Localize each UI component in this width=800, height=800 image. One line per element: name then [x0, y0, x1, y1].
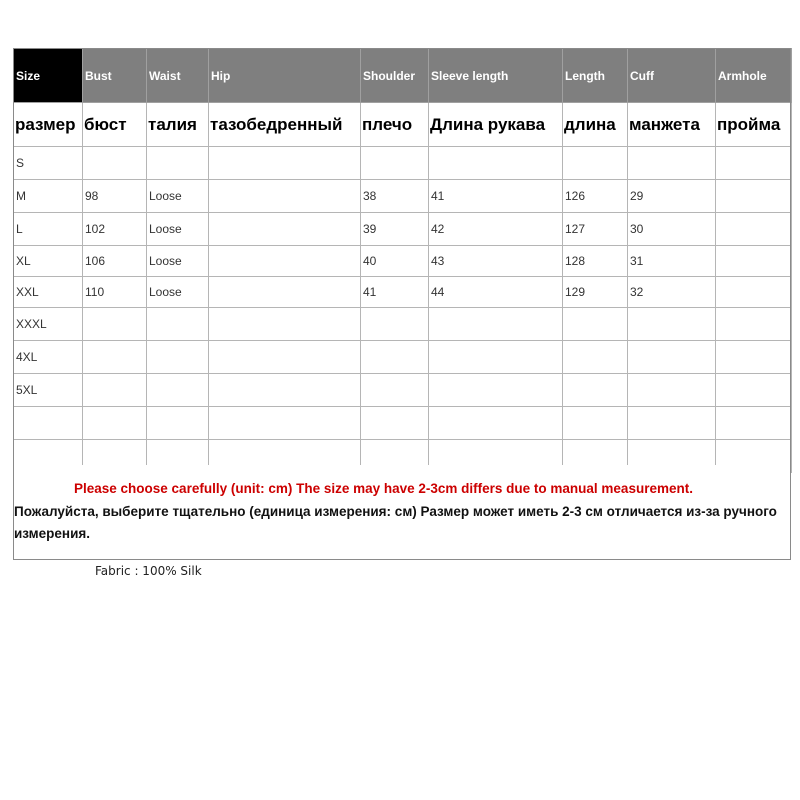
table-row-cell: 41	[429, 180, 563, 213]
table-row-cell: XL	[14, 246, 83, 277]
table-row-cell: 128	[563, 246, 628, 277]
table-row-cell: 29	[628, 180, 716, 213]
header-row-russian-cell: тазобедренный	[209, 103, 361, 147]
header-row-russian-cell: размер	[14, 103, 83, 147]
header-row-russian-cell: Длина рукава	[429, 103, 563, 147]
header-row-english-cell: Shoulder	[361, 49, 429, 103]
table-row-cell: XXL	[14, 277, 83, 308]
table-row-cell: 41	[361, 277, 429, 308]
header-row-english-cell: Cuff	[628, 49, 716, 103]
table-row-cell: 42	[429, 213, 563, 246]
table-row-cell: 43	[429, 246, 563, 277]
table-row-cell: 40	[361, 246, 429, 277]
header-row-english-cell: Sleeve length	[429, 49, 563, 103]
header-row-russian-cell: талия	[147, 103, 209, 147]
header-row-english-cell: Size	[14, 49, 83, 103]
table-row-cell: L	[14, 213, 83, 246]
table-row-cell: 98	[83, 180, 147, 213]
table-row-cell: Loose	[147, 213, 209, 246]
table-row-cell: 32	[628, 277, 716, 308]
table-row-cell: 38	[361, 180, 429, 213]
table-row-cell: Loose	[147, 180, 209, 213]
table-row-cell: Loose	[147, 246, 209, 277]
header-row-russian-cell: пройма	[716, 103, 792, 147]
header-row-russian-cell: длина	[563, 103, 628, 147]
table-row-cell: M	[14, 180, 83, 213]
table-row-cell: 126	[563, 180, 628, 213]
table-row-cell: 127	[563, 213, 628, 246]
table-row-cell: 5XL	[14, 374, 83, 407]
header-row-english-cell: Length	[563, 49, 628, 103]
header-row-english-cell: Waist	[147, 49, 209, 103]
table-row-cell: Loose	[147, 277, 209, 308]
header-row-russian-cell: бюст	[83, 103, 147, 147]
table-frame	[13, 48, 791, 560]
header-row-english-cell: Bust	[83, 49, 147, 103]
header-row-russian-cell: манжета	[628, 103, 716, 147]
header-row-english-cell: Hip	[209, 49, 361, 103]
table-row-cell: 44	[429, 277, 563, 308]
fabric-composition: Fabric : 100% Silk	[95, 564, 202, 578]
table-row-cell: 39	[361, 213, 429, 246]
table-row-cell: 4XL	[14, 341, 83, 374]
table-row-cell: S	[14, 147, 83, 180]
note-russian: Пожалуйста, выберите тщательно (единица измерения: см) Размер может иметь 2-3 см отличается из-за ручного измерения.	[14, 504, 777, 541]
table-row-cell: 106	[83, 246, 147, 277]
note-english: Please choose carefully (unit: cm) The size may have 2-3cm differs due to manual measurement.	[74, 481, 693, 496]
header-row-english-cell: Armhole	[716, 49, 792, 103]
table-row-cell: XXXL	[14, 308, 83, 341]
header-row-russian-cell: плечо	[361, 103, 429, 147]
table-row-cell: 129	[563, 277, 628, 308]
table-row-cell: 102	[83, 213, 147, 246]
table-row-cell: 31	[628, 246, 716, 277]
table-row-cell: 110	[83, 277, 147, 308]
table-row-cell: 30	[628, 213, 716, 246]
